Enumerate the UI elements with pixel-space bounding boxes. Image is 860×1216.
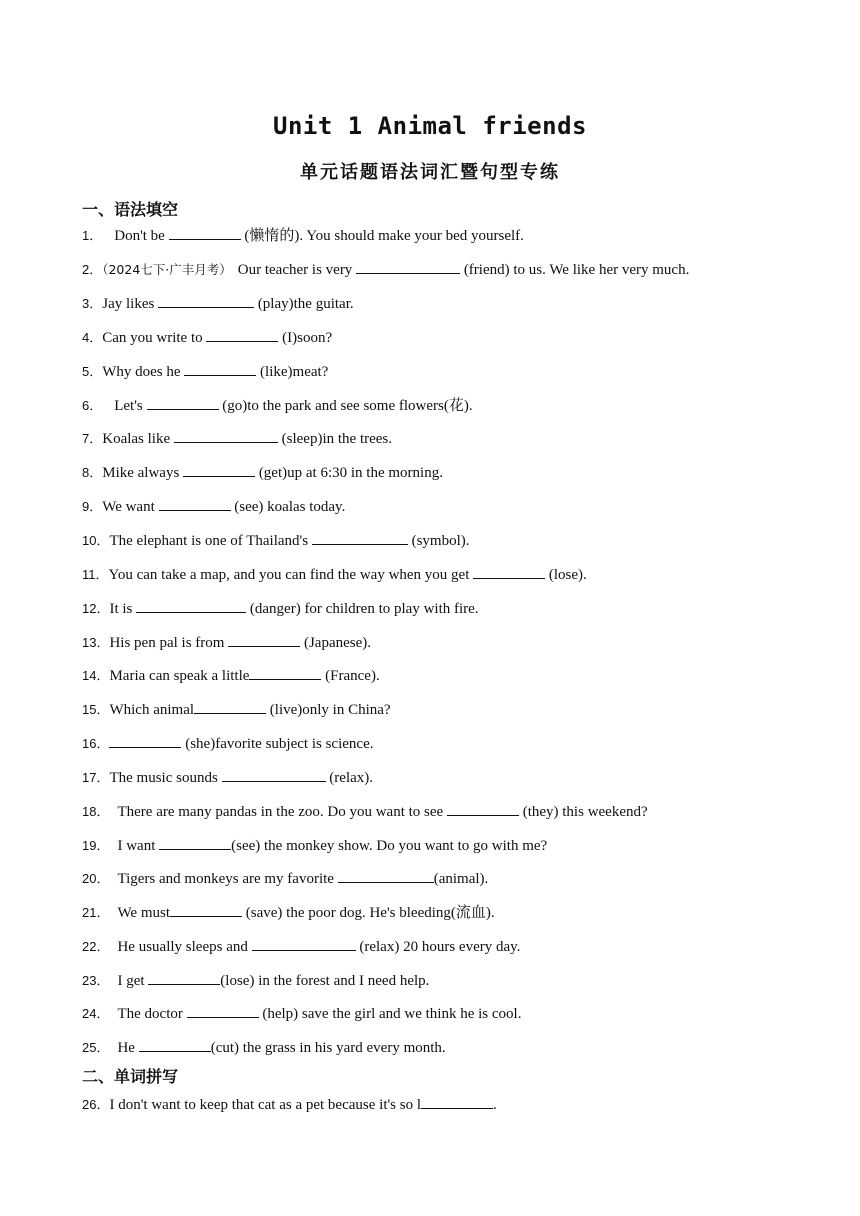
question-text-after: (France). xyxy=(321,668,380,684)
answer-blank[interactable] xyxy=(421,1094,493,1109)
question-number: 9． xyxy=(82,499,103,514)
question-text-before: Jay likes xyxy=(102,296,159,312)
answer-blank[interactable] xyxy=(159,835,231,850)
question-text-before: I get xyxy=(117,973,149,989)
question-item xyxy=(82,395,473,416)
question-item xyxy=(82,970,429,991)
question-item xyxy=(82,733,373,754)
question-item xyxy=(82,1003,521,1024)
question-number: 13． xyxy=(82,635,110,650)
question-number: 21． xyxy=(82,905,110,920)
question-number: 24． xyxy=(82,1006,110,1021)
question-text-before: Tigers and monkeys are my favorite xyxy=(117,871,338,887)
question-number: 23． xyxy=(82,973,110,988)
question-item xyxy=(82,530,470,551)
question-item xyxy=(82,902,495,923)
question-item xyxy=(82,293,354,314)
question-item xyxy=(82,462,443,483)
answer-blank[interactable] xyxy=(184,361,256,376)
question-text-after: (friend) to us. We like her very much. xyxy=(460,262,690,278)
answer-blank[interactable] xyxy=(159,496,231,511)
question-text-after: (go)to the park and see some flowers(花). xyxy=(218,398,473,414)
question-item xyxy=(82,327,332,348)
question-item xyxy=(82,496,345,517)
question-item xyxy=(82,1037,446,1058)
answer-blank[interactable] xyxy=(447,801,519,816)
answer-blank[interactable] xyxy=(187,1003,259,1018)
question-text-before: Maria can speak a little xyxy=(109,668,250,684)
question-text-before: Why does he xyxy=(102,364,185,380)
question-text-before: Koalas like xyxy=(102,431,174,447)
answer-blank[interactable] xyxy=(109,733,181,748)
answer-blank[interactable] xyxy=(148,970,220,985)
question-number: 7． xyxy=(82,431,103,446)
answer-blank[interactable] xyxy=(312,530,408,545)
question-number: 5． xyxy=(82,364,103,379)
question-item xyxy=(82,936,520,957)
question-text-after: (lose). xyxy=(545,567,587,583)
question-number: 25． xyxy=(82,1040,110,1055)
question-text-after: (cut) the grass in his yard every month. xyxy=(210,1040,446,1056)
question-text-before: Can you write to xyxy=(102,330,207,346)
answer-blank[interactable] xyxy=(170,902,242,917)
question-number: 10． xyxy=(82,533,110,548)
question-text-after: (she)favorite subject is science. xyxy=(181,736,374,752)
question-text-before: There are many pandas in the zoo. Do you want to see xyxy=(117,804,447,820)
answer-blank[interactable] xyxy=(139,1037,211,1052)
question-text-before: Don't be xyxy=(114,228,169,244)
answer-blank[interactable] xyxy=(147,395,219,410)
question-text-before: His pen pal is from xyxy=(109,635,229,651)
answer-blank[interactable] xyxy=(249,665,321,680)
section-heading-grammar: 一、语法填空 xyxy=(82,200,179,219)
question-number: 8． xyxy=(82,465,103,480)
answer-blank[interactable] xyxy=(338,868,434,883)
page-title: Unit 1 Animal friends xyxy=(273,112,587,140)
question-text-after: (they) this weekend? xyxy=(518,804,648,820)
question-text-after: (play)the guitar. xyxy=(254,296,354,312)
page-subtitle: 单元话题语法词汇暨句型专练 xyxy=(300,162,560,183)
question-text-before: We want xyxy=(102,499,159,515)
answer-blank[interactable] xyxy=(222,767,326,782)
question-number: 16． xyxy=(82,736,110,751)
question-text-before: Our teacher is very xyxy=(237,262,357,278)
question-number: 19． xyxy=(82,838,110,853)
question-item xyxy=(82,259,689,280)
question-item xyxy=(82,598,479,619)
question-text-after: (sleep)in the trees. xyxy=(277,431,393,447)
question-item xyxy=(82,1094,497,1115)
answer-blank[interactable] xyxy=(473,564,545,579)
question-number: 4． xyxy=(82,330,103,345)
question-text-after: . xyxy=(493,1097,497,1113)
question-text-before: Let's xyxy=(114,398,147,414)
question-text-after: (live)only in China? xyxy=(266,702,391,718)
question-number: 15． xyxy=(82,702,110,717)
question-text-before: You can take a map, and you can find the way when you get xyxy=(108,567,474,583)
question-source-tag: （2024七下·广丰月考） xyxy=(102,262,232,277)
question-number: 14． xyxy=(82,668,110,683)
question-number: 3． xyxy=(82,296,103,311)
question-item xyxy=(82,699,391,720)
answer-blank[interactable] xyxy=(194,699,266,714)
question-number: 11． xyxy=(82,567,109,582)
question-number: 6． xyxy=(82,398,103,413)
question-item xyxy=(82,868,488,889)
question-text-after: (relax). xyxy=(325,770,374,786)
question-text-before: The music sounds xyxy=(109,770,222,786)
question-number: 1． xyxy=(82,228,103,243)
question-number: 2． xyxy=(82,262,103,277)
question-number: 20． xyxy=(82,871,110,886)
question-number: 12． xyxy=(82,601,110,616)
question-text-after: (help) save the girl and we think he is cool. xyxy=(258,1006,522,1022)
question-text-after: (I)soon? xyxy=(278,330,333,346)
question-text-before: Mike always xyxy=(102,465,184,481)
question-text-after: (animal). xyxy=(433,871,489,887)
question-item xyxy=(82,801,648,822)
question-text-after: (get)up at 6:30 in the morning. xyxy=(255,465,443,481)
question-text-after: (like)meat? xyxy=(256,364,329,380)
question-text-after: (Japanese). xyxy=(300,635,371,651)
question-number: 18． xyxy=(82,804,110,819)
question-text-before: The doctor xyxy=(117,1006,187,1022)
question-text-before: We must xyxy=(117,905,171,921)
answer-blank[interactable] xyxy=(174,428,278,443)
question-text-after: (lose) in the forest and I need help. xyxy=(220,973,430,989)
answer-blank[interactable] xyxy=(252,936,356,951)
question-text-before: He xyxy=(117,1040,139,1056)
question-number: 26． xyxy=(82,1097,110,1112)
question-text-after: (see) koalas today. xyxy=(230,499,346,515)
question-item xyxy=(82,225,524,246)
question-item xyxy=(82,835,547,856)
question-item xyxy=(82,428,392,449)
question-item xyxy=(82,564,587,585)
question-text-after: (懒惰的). You should make your bed yourself. xyxy=(240,228,524,244)
question-number: 22． xyxy=(82,939,110,954)
question-text-before: The elephant is one of Thailand's xyxy=(109,533,312,549)
answer-blank[interactable] xyxy=(136,598,246,613)
answer-blank[interactable] xyxy=(158,293,254,308)
answer-blank[interactable] xyxy=(169,225,241,240)
question-item xyxy=(82,665,380,686)
question-text-before: It is xyxy=(109,601,137,617)
section-heading-spelling: 二、单词拼写 xyxy=(82,1067,179,1086)
question-text-before: He usually sleeps and xyxy=(117,939,252,955)
question-item xyxy=(82,767,373,788)
answer-blank[interactable] xyxy=(356,259,460,274)
question-text-after: (save) the poor dog. He's bleeding(流血). xyxy=(242,905,495,921)
question-item xyxy=(82,361,328,382)
question-text-after: (danger) for children to play with fire. xyxy=(246,601,479,617)
question-text-before: I don't want to keep that cat as a pet because it's so l xyxy=(109,1097,422,1113)
question-text-before: Which animal xyxy=(109,702,195,718)
question-text-after: (see) the monkey show. Do you want to go with me? xyxy=(231,838,548,854)
question-text-after: (symbol). xyxy=(407,533,470,549)
question-text-before: I want xyxy=(117,838,160,854)
question-item xyxy=(82,632,371,653)
answer-blank[interactable] xyxy=(206,327,278,342)
answer-blank[interactable] xyxy=(228,632,300,647)
question-text-after: (relax) 20 hours every day. xyxy=(355,939,521,955)
answer-blank[interactable] xyxy=(183,462,255,477)
question-number: 17． xyxy=(82,770,110,785)
